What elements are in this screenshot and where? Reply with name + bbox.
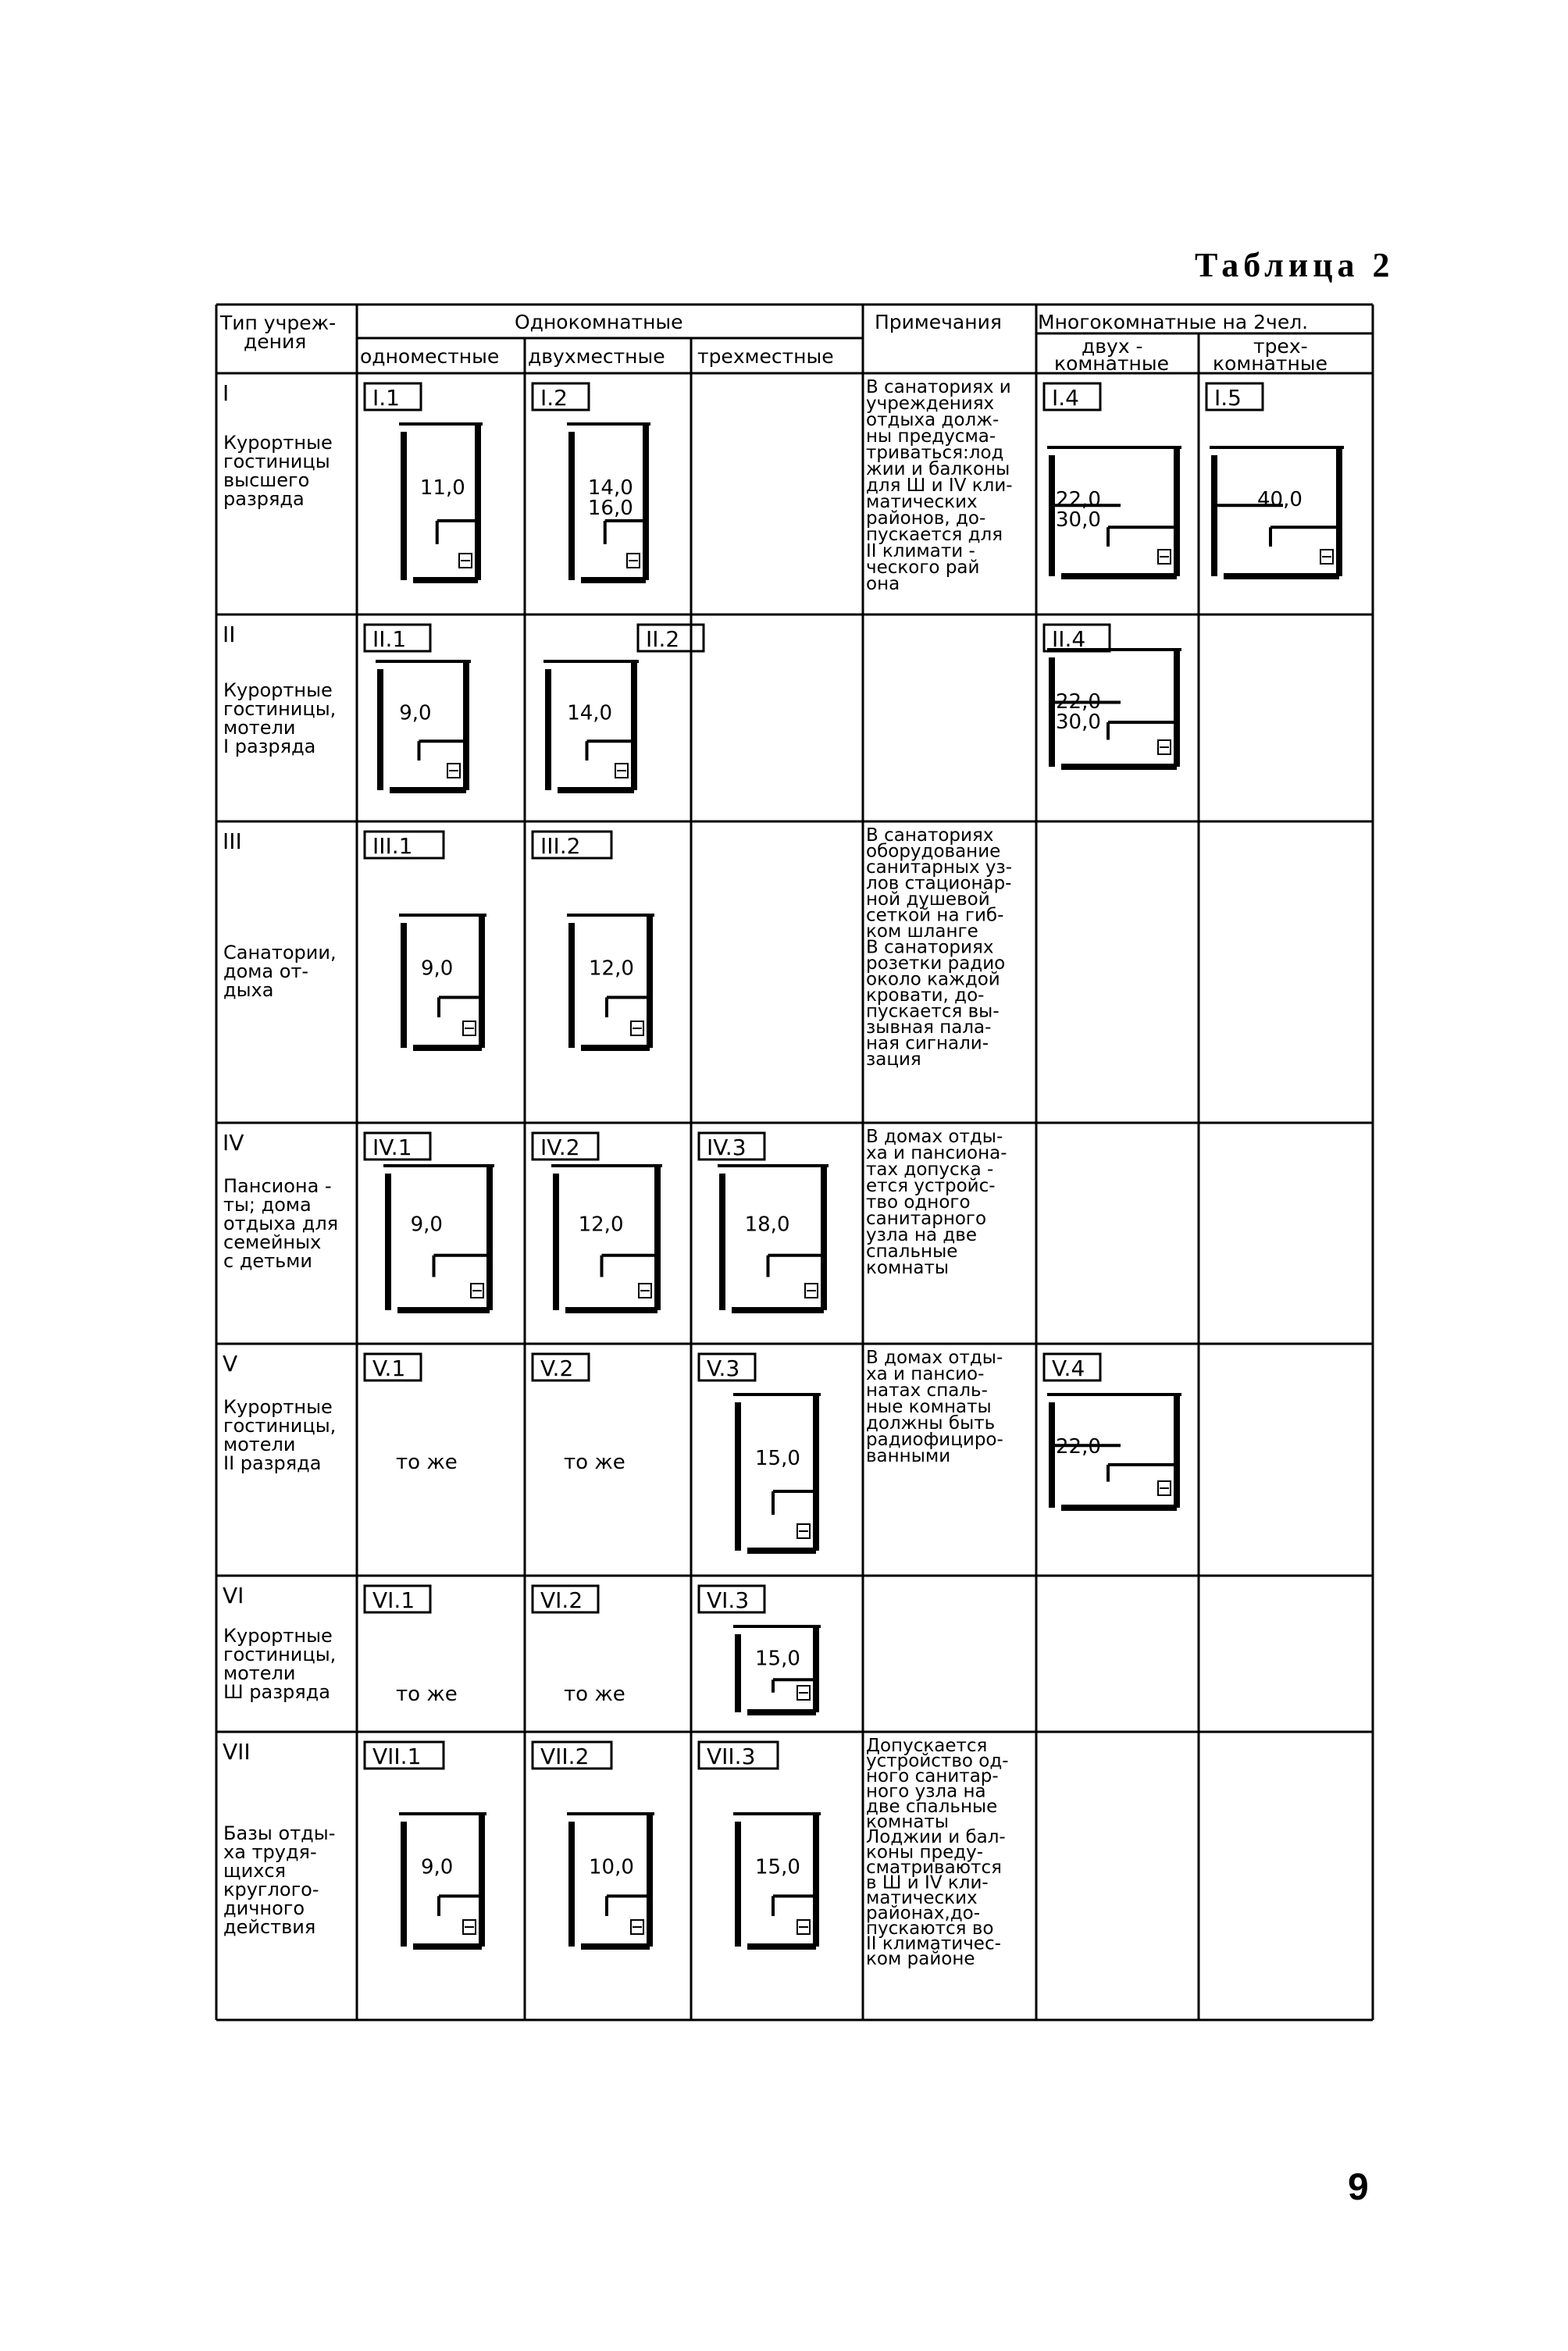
same-as-text: то же	[564, 1683, 625, 1706]
row-category-line: мотели	[223, 717, 296, 739]
note-line: отдыха долж-	[866, 410, 1000, 430]
plan-label: VI.2	[540, 1587, 583, 1613]
room-area: 9,0	[421, 956, 454, 981]
note-line: тах допуска -	[866, 1159, 994, 1180]
row-category-line: гостиницы	[223, 451, 330, 472]
room-area: 30,0	[1056, 508, 1101, 532]
note-line: радиофициро-	[866, 1430, 1003, 1450]
room-area: 15,0	[755, 1447, 800, 1470]
table-row	[223, 1736, 1009, 1969]
note-line: В санаториях	[866, 825, 994, 846]
room-area: 22,0	[1056, 1435, 1101, 1459]
plan-label: II.1	[372, 626, 407, 652]
plan-double	[543, 625, 704, 790]
note-line: розетки радио	[866, 953, 1006, 974]
note-line: В домах отды-	[866, 1348, 1003, 1368]
plan-single	[365, 625, 471, 790]
plan-label: V.3	[707, 1355, 740, 1381]
plan-two_room	[1044, 625, 1181, 767]
note-line: ного узла на	[866, 1781, 986, 1802]
plan-triple	[699, 1742, 821, 1947]
note-line: должны быть	[866, 1413, 996, 1434]
row-category-line: гостиницы,	[223, 1644, 337, 1665]
room-area: 30,0	[1056, 711, 1101, 734]
room-area: 15,0	[755, 1647, 800, 1671]
same-as-text: то же	[396, 1451, 458, 1474]
plan-double	[533, 1586, 625, 1706]
note-line: комнаты	[866, 1811, 950, 1833]
row-category-line: гостиницы,	[223, 1415, 337, 1437]
plan-double	[533, 1354, 625, 1474]
page-number: 9	[1348, 2167, 1369, 2208]
plan-label: VII.1	[372, 1744, 422, 1769]
note-line: районах,до-	[866, 1903, 981, 1924]
note-line: сеткой на гиб-	[866, 905, 1004, 926]
note-line: ванными	[866, 1446, 951, 1466]
note-line: пускается для	[866, 525, 1003, 545]
row-category-line: мотели	[223, 1434, 296, 1455]
note-line: ком шланге	[866, 921, 978, 942]
plan-label: V.1	[372, 1355, 406, 1381]
room-area: 15,0	[755, 1855, 800, 1879]
row-numeral: VII	[223, 1739, 251, 1765]
note-line: лов стационар-	[866, 873, 1012, 894]
row-category-line: Курортные	[223, 1396, 333, 1418]
plan-label: III.1	[372, 833, 413, 859]
table-row	[223, 622, 1181, 790]
header-type-line2: дения	[244, 330, 307, 353]
plan-triple	[699, 1586, 821, 1712]
note-line: жии и балконы	[866, 459, 1010, 479]
row-category-line: ты; дома	[223, 1194, 312, 1216]
room-area: 11,0	[419, 476, 465, 500]
note-line: спальные	[866, 1241, 958, 1262]
row-category-line: мотели	[223, 1662, 296, 1684]
header-three-room-line2: комнатные	[1213, 352, 1327, 375]
room-area: 10,0	[589, 1855, 634, 1879]
row-category-line: семейных	[223, 1231, 322, 1253]
note-line: II климатичес-	[866, 1933, 1001, 1954]
note-line: ком районе	[866, 1949, 975, 1969]
room-area: 12,0	[589, 956, 634, 981]
header-notes: Примечания	[875, 311, 1002, 333]
row-category-line: Санатории,	[223, 942, 337, 964]
row-category-line: щихся	[223, 1860, 287, 1882]
note-line: В санаториях	[866, 937, 994, 958]
note-line: натах спаль-	[866, 1380, 988, 1401]
note-line: две спальные	[866, 1797, 998, 1817]
row-category-line: с детьми	[223, 1250, 313, 1272]
row-category-line: Базы отды-	[223, 1822, 336, 1844]
note-line: тво одного	[866, 1192, 971, 1213]
same-as-text: то же	[564, 1451, 625, 1474]
row-category-line: Пансиона -	[223, 1175, 332, 1197]
row-category-line: I разряда	[223, 736, 316, 757]
plan-label: I.5	[1214, 385, 1242, 411]
same-as-text: то же	[396, 1683, 458, 1706]
plan-three_room	[1206, 383, 1344, 576]
row-category-line: Курортные	[223, 679, 333, 701]
header-three-room-line1: трех-	[1253, 335, 1308, 358]
plan-label: III.2	[540, 833, 581, 859]
note-line: В домах отды-	[866, 1127, 1003, 1147]
plan-double	[533, 832, 654, 1048]
note-line: она	[866, 574, 900, 594]
note-line: ного санитар-	[866, 1766, 999, 1786]
plan-label: V.4	[1052, 1355, 1085, 1381]
header-multi-room: Многокомнатные на 2чел.	[1038, 311, 1309, 333]
header-two-room-line2: комнатные	[1054, 352, 1169, 375]
room-area: 22,0	[1056, 690, 1101, 714]
row-category-line: действия	[223, 1916, 316, 1938]
note-line: ется устройс-	[866, 1176, 996, 1196]
plan-label: IV.3	[707, 1135, 747, 1160]
room-area: 40,0	[1257, 488, 1303, 511]
plan-label: IV.2	[540, 1135, 580, 1160]
plan-label: I.4	[1052, 385, 1079, 411]
plan-single	[365, 832, 486, 1048]
note-line: оборудование	[866, 841, 1001, 862]
note-line: матических	[866, 1888, 978, 1908]
row-category-line: круглого-	[223, 1879, 319, 1900]
note-line: санитарных уз-	[866, 857, 1013, 878]
note-line: кровати, до-	[866, 985, 985, 1006]
note-line: около каждой	[866, 969, 1000, 990]
note-line: ная сигнали-	[866, 1033, 989, 1054]
note-line: пускаются во	[866, 1918, 994, 1939]
note-line: В санаториях и	[866, 377, 1011, 397]
room-area: 9,0	[399, 701, 432, 725]
note-line: учреждениях	[866, 394, 995, 414]
note-line: зация	[866, 1049, 921, 1070]
row-category-line: гостиницы,	[223, 698, 337, 720]
note-line: пускается вы-	[866, 1001, 1000, 1022]
row-category-line: отдыха для	[223, 1213, 339, 1234]
plan-label: VI.1	[372, 1587, 415, 1613]
header-double-bed: двухместные	[528, 345, 665, 368]
room-area: 9,0	[410, 1213, 443, 1237]
plan-double	[533, 1133, 662, 1310]
room-area: 14,0	[587, 476, 633, 500]
header-two-room-line1: двух -	[1082, 335, 1143, 358]
row-category-line: высшего	[223, 469, 310, 491]
header-triple-bed: трехместные	[697, 345, 834, 368]
table-body	[223, 377, 1344, 1969]
row-category-line: Ш разряда	[223, 1681, 330, 1703]
row-numeral: IV	[223, 1130, 244, 1156]
note-line: матических	[866, 492, 978, 512]
plan-label: V.2	[540, 1355, 574, 1381]
room-area: 18,0	[744, 1213, 790, 1237]
note-line: триваться:лод	[866, 443, 1004, 463]
note-line: Лоджии и бал-	[866, 1827, 1006, 1847]
plan-label: II.4	[1052, 626, 1086, 652]
table-row	[223, 1583, 821, 1712]
note-line: санитарного	[866, 1209, 987, 1229]
row-category-line: дома от-	[223, 960, 309, 982]
note-line: коны преду-	[866, 1842, 984, 1863]
header-single-room: Однокомнатные	[515, 311, 683, 333]
plan-single	[365, 1742, 486, 1947]
note-line: сматриваются	[866, 1858, 1002, 1878]
plan-single	[365, 383, 483, 580]
room-area: 9,0	[421, 1855, 454, 1879]
room-area: 22,0	[1056, 488, 1101, 511]
note-line: Допускается	[866, 1736, 988, 1756]
row-numeral: II	[223, 622, 236, 647]
row-category-line: Курортные	[223, 432, 333, 454]
row-numeral: V	[223, 1351, 238, 1377]
plan-label: VII.3	[707, 1744, 756, 1769]
note-line: ные комнаты	[866, 1397, 992, 1417]
table-caption: Таблица 2	[1195, 246, 1395, 284]
note-line: в Ш и IV кли-	[866, 1872, 989, 1893]
plan-two_room	[1044, 383, 1181, 576]
header-type-line1: Тип учреж-	[220, 312, 337, 334]
row-category-line: дыха	[223, 979, 274, 1001]
table-row	[223, 1127, 1007, 1310]
plan-single	[365, 1586, 458, 1706]
note-line: II климати -	[866, 541, 975, 561]
note-line: комнаты	[866, 1258, 950, 1278]
plan-label: I.1	[372, 385, 400, 411]
table-row	[223, 825, 1012, 1070]
note-line: ха и пансиона-	[866, 1143, 1007, 1163]
note-line: ческого рай	[866, 557, 980, 578]
note-line: ха и пансио-	[866, 1364, 985, 1384]
note-line: для Ш и IV кли-	[866, 476, 1013, 496]
plan-label: VII.2	[540, 1744, 590, 1769]
plan-label: VI.3	[707, 1587, 750, 1613]
row-category-line: разряда	[223, 488, 305, 510]
note-line: зывная пала-	[866, 1017, 992, 1038]
plan-label: II.2	[646, 626, 680, 652]
header-single-bed: одноместные	[360, 345, 500, 368]
note-line: районов, до-	[866, 508, 986, 529]
room-area: 12,0	[578, 1213, 624, 1237]
row-category-line: ха трудя-	[223, 1841, 317, 1863]
plan-label: IV.1	[372, 1135, 412, 1160]
plan-triple	[699, 1354, 821, 1551]
room-area: 16,0	[587, 497, 633, 520]
row-numeral: VI	[223, 1583, 244, 1608]
table-row	[223, 1348, 1181, 1551]
plan-triple	[699, 1133, 829, 1310]
table-row	[223, 377, 1344, 594]
note-line: ной душевой	[866, 889, 990, 910]
row-numeral: III	[223, 828, 242, 854]
row-category-line: дичного	[223, 1897, 305, 1919]
room-area: 14,0	[567, 701, 613, 725]
plan-single	[365, 1354, 458, 1474]
note-line: устройство од-	[866, 1751, 1009, 1772]
plan-double	[533, 1742, 654, 1947]
row-category-line: Курортные	[223, 1625, 333, 1647]
plan-label: I.2	[540, 385, 568, 411]
plan-single	[365, 1133, 494, 1310]
note-line: узла на две	[866, 1225, 977, 1245]
plan-double	[533, 383, 650, 580]
plan-two_room	[1044, 1354, 1181, 1508]
note-line: ны предусма-	[866, 426, 996, 447]
row-category-line: II разряда	[223, 1452, 322, 1474]
row-numeral: I	[223, 380, 230, 406]
